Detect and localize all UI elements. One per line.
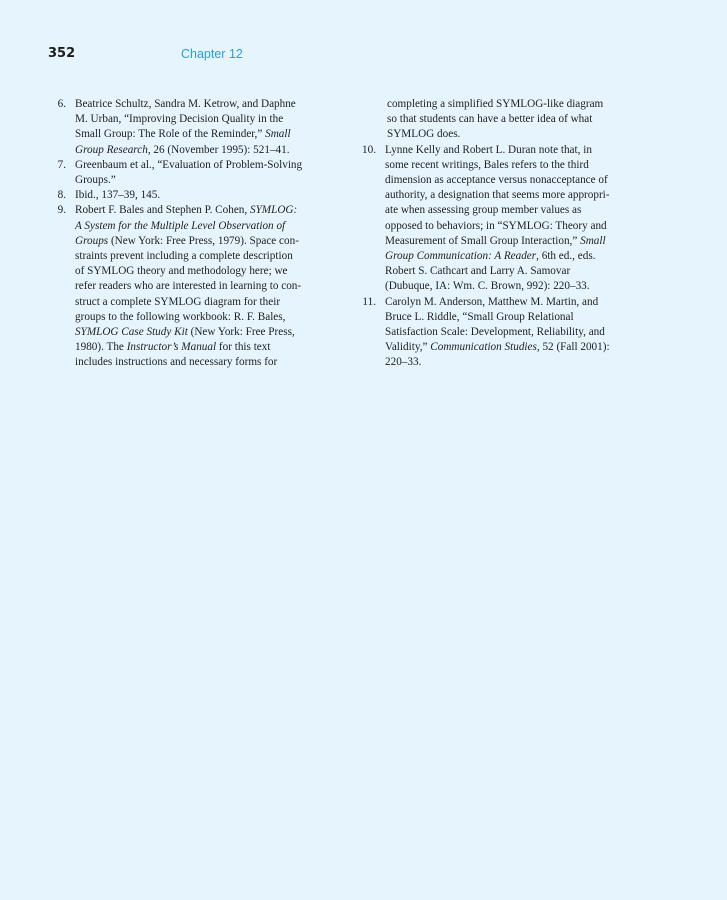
- text-run: for this text: [216, 341, 271, 354]
- text-run: Carolyn M. Anderson, Matthew M. Martin, and: [385, 295, 599, 308]
- endnote-line: [75, 188, 340, 203]
- endnote-line: [387, 127, 638, 142]
- text-run: Satisfaction Scale: Development, Reliability, and: [385, 326, 605, 339]
- italic-text: SYMLOG:: [249, 204, 298, 217]
- endnote-line: [75, 264, 340, 279]
- endnote-item: [50, 203, 340, 370]
- endnote-line: [385, 188, 638, 203]
- text-run: straints prevent including a complete description: [75, 250, 293, 263]
- endnote-item: [50, 158, 340, 188]
- endnote-line: [75, 203, 340, 218]
- text-run: 220–33.: [385, 356, 422, 369]
- text-run: (New York: Free Press, 1979). Space con-: [108, 234, 299, 247]
- text-run: opposed to behaviors; in “SYMLOG: Theory and: [385, 219, 607, 232]
- endnote-item: [50, 97, 340, 158]
- text-run: Robert F. Bales and Stephen P. Cohen,: [75, 204, 250, 217]
- text-run: ate when assessing group member values as: [385, 204, 582, 217]
- endnote-line: [385, 295, 638, 310]
- page-number: 352: [48, 46, 76, 61]
- endnote-line: [75, 112, 340, 127]
- endnote-line: [387, 112, 638, 127]
- text-run: , 6th ed., eds.: [536, 250, 596, 263]
- italic-text: Group Research: [75, 143, 148, 156]
- endnote-line: [75, 249, 340, 264]
- italic-text: Small: [580, 234, 606, 247]
- text-run: Groups.”: [75, 174, 116, 187]
- text-run: Validity,”: [385, 341, 431, 354]
- text-run: of SYMLOG theory and methodology here; we: [75, 265, 288, 278]
- text-run: 1980). The: [75, 341, 127, 354]
- running-header: [48, 46, 688, 66]
- endnote-continuation: [360, 97, 638, 143]
- endnote-line: [75, 340, 340, 355]
- endnote-line: [75, 325, 340, 340]
- endnote-line: [75, 310, 340, 325]
- italic-text: Small: [265, 128, 291, 141]
- endnote-item: [50, 188, 340, 203]
- endnote-line: [385, 203, 638, 218]
- endnote-item: [360, 143, 638, 295]
- endnote-line: [385, 325, 638, 340]
- endnote-line: [75, 97, 340, 112]
- endnote-line: [75, 219, 340, 234]
- endnote-item: [360, 295, 638, 371]
- endnote-line: [75, 279, 340, 294]
- text-run: (Dubuque, IA: Wm. C. Brown, 992): 220–33.: [385, 280, 590, 293]
- italic-text: Instructor’s Manual: [126, 341, 217, 354]
- endnote-line: [385, 158, 638, 173]
- italic-text: Communication Studies: [430, 341, 537, 354]
- text-run: dimension as acceptance versus nonacceptance of: [385, 174, 608, 187]
- text-run: Beatrice Schultz, Sandra M. Ketrow, and Daphne: [75, 98, 296, 110]
- text-run: (New York: Free Press,: [187, 326, 295, 339]
- endnote-line: [385, 279, 638, 294]
- endnote-line: [75, 234, 340, 249]
- notes-column-left: [50, 97, 340, 371]
- text-run: Robert S. Cathcart and Larry A. Samovar: [385, 265, 571, 278]
- endnote-number: 8.: [57, 189, 66, 202]
- text-run: authority, a designation that seems more appropri-: [385, 189, 610, 202]
- endnote-line: [75, 158, 340, 173]
- endnote-line: [385, 234, 638, 249]
- text-run: SYMLOG does.: [387, 128, 461, 141]
- text-run: Ibid., 137–39, 145.: [75, 189, 161, 202]
- text-run: groups to the following workbook: R. F. Bales,: [75, 310, 286, 323]
- endnote-number: 6.: [57, 98, 66, 110]
- text-run: Bruce L. Riddle, “Small Group Relational: [385, 310, 574, 323]
- text-run: M. Urban, “Improving Decision Quality in the: [75, 113, 284, 126]
- endnote-line: [385, 310, 638, 325]
- endnote-line: [75, 295, 340, 310]
- endnote-number: 7.: [57, 158, 66, 171]
- text-run: refer readers who are interested in learning to con-: [75, 280, 302, 293]
- notes-column-right: [360, 97, 638, 371]
- text-run: Small Group: The Role of the Reminder,”: [75, 128, 266, 141]
- text-run: so that students can have a better idea of what: [387, 113, 593, 126]
- chapter-label: Chapter 12: [181, 47, 243, 61]
- text-run: includes instructions and necessary forms for: [75, 356, 278, 369]
- endnote-line: [75, 355, 340, 370]
- italic-text: SYMLOG Case Study Kit: [75, 326, 188, 339]
- endnote-line: [385, 219, 638, 234]
- italic-text: A System for the Multiple Level Observation of: [75, 219, 286, 232]
- text-run: Greenbaum et al., “Evaluation of Problem-Solving: [75, 158, 303, 171]
- endnote-line: [385, 340, 638, 355]
- endnote-line: [75, 127, 340, 142]
- text-run: completing a simplified SYMLOG-like diagram: [387, 98, 604, 110]
- endnote-number: 9.: [57, 204, 66, 217]
- italic-text: Groups: [75, 234, 109, 247]
- endnote-number: 11.: [362, 295, 376, 308]
- italic-text: Group Communication: A Reader: [385, 250, 537, 263]
- text-run: Measurement of Small Group Interaction,”: [385, 234, 581, 247]
- text-run: , 52 (Fall 2001):: [536, 341, 610, 354]
- endnote-line: [385, 143, 638, 158]
- text-run: struct a complete SYMLOG diagram for their: [75, 295, 281, 308]
- endnote-line: [385, 355, 638, 370]
- endnote-line: [385, 249, 638, 264]
- endnote-line: [75, 143, 340, 158]
- text-run: Lynne Kelly and Robert L. Duran note that, in: [385, 143, 592, 156]
- endnote-line: [75, 173, 340, 188]
- endnote-line: [385, 173, 638, 188]
- endnote-number: 10.: [362, 143, 376, 156]
- endnote-line: [385, 264, 638, 279]
- text-run: , 26 (November 1995): 521–41.: [147, 143, 290, 156]
- endnote-line: [387, 97, 638, 112]
- text-run: some recent writings, Bales refers to the third: [385, 158, 589, 171]
